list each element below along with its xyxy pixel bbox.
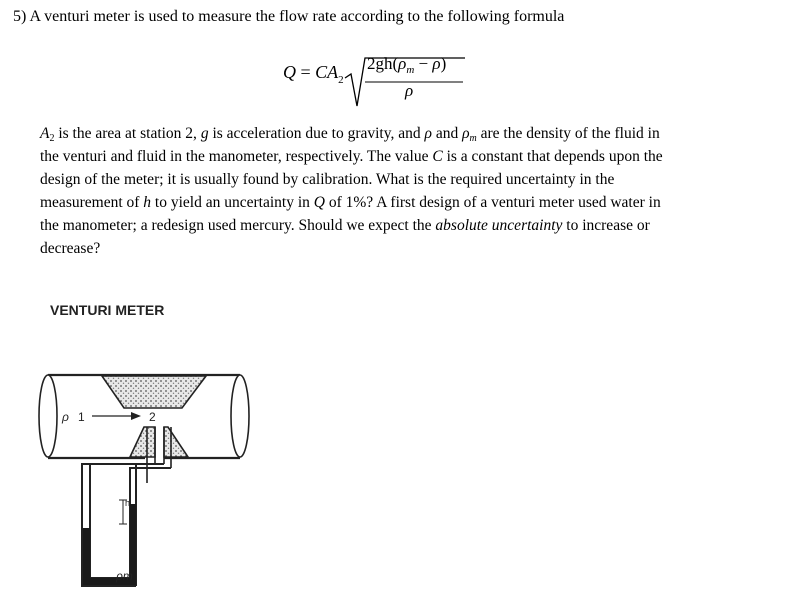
formula-numerator: $2gh(\rho_m - \rho)$ xyxy=(367,54,447,76)
question-title: 5) A venturi meter is used to measure the flow rate according to the following formula xyxy=(13,8,565,25)
venturi-formula xyxy=(283,52,483,110)
manometer-outer-right xyxy=(136,464,164,586)
paragraph-line: the venturi and fluid in the manometer, respectively. The value C is a constant that depends upon the xyxy=(40,148,663,165)
formula-lhs: $Q = CA_2$ xyxy=(283,62,344,86)
label-station-1: 1 xyxy=(78,410,85,424)
formula-denominator: ρ xyxy=(405,81,414,100)
throat-constriction-bottom-left xyxy=(130,427,155,457)
paragraph-line: design of the meter; it is usually found by calibration. What is the required uncertainty in the xyxy=(40,171,615,188)
paragraph-line: measurement of h to yield an uncertainty in Q of 1%? A first design of a venturi meter used water in xyxy=(40,194,661,211)
throat-constriction-top xyxy=(102,376,206,408)
pipe-inlet-end xyxy=(39,375,57,457)
paragraph-line: the manometer; a redesign used mercury. Should we expect the absolute uncertainty to increase or xyxy=(40,217,650,234)
paragraph-line: decrease? xyxy=(40,240,101,257)
figure-title: VENTURI METER xyxy=(50,302,165,318)
label-rho: ρ xyxy=(62,410,69,424)
label-rho-m: ρm xyxy=(116,569,133,583)
throat-constriction-bottom-right xyxy=(164,427,188,457)
label-h: h xyxy=(125,498,131,508)
pipe-outlet-end xyxy=(231,375,249,457)
venturi-meter-diagram xyxy=(30,360,260,588)
label-station-2: 2 xyxy=(149,410,156,424)
manometer-outer-left xyxy=(82,464,147,586)
paragraph-line: $A_2$ is the area at station 2, g is acceleration due to gravity, and ρ and $\rho_m$ are the density of the fluid in xyxy=(40,125,660,144)
question-paragraph xyxy=(40,122,740,260)
flow-arrow-head xyxy=(131,412,141,420)
